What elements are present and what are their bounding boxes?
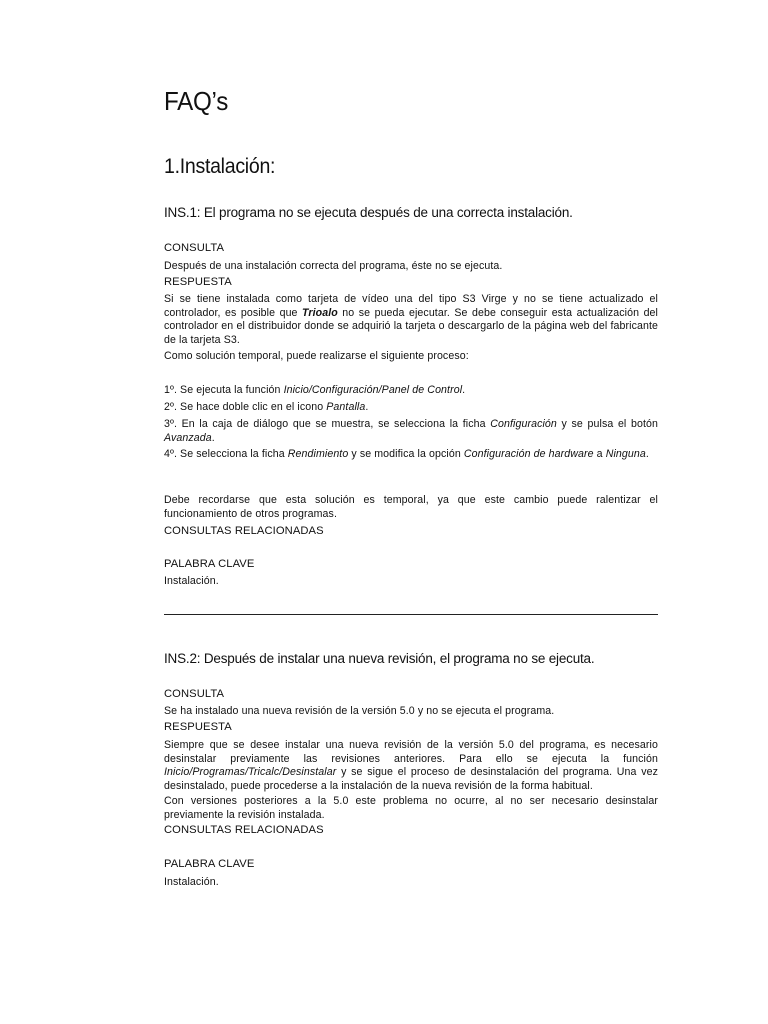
q2-respuesta-label: RESPUESTA: [164, 721, 232, 733]
question-1-title: INS.1: El programa no se ejecuta después de una correcta instalación.: [164, 205, 573, 221]
question-2-title: INS.2: Después de instalar una nueva revisión, el programa no se ejecuta.: [164, 651, 595, 667]
q2-respuesta-text: Siempre que se desee instalar una nueva revisión de la versión 5.0 del programa, es necesario desinstalar previamente las revisiones anteriores. Para ello se ejecuta la función Inicio/Programas/Tricalc/Desinstalar y se sigue el proceso de desinstalación del programa. Una vez desinstalado, puede procederse a la instalación de la nueva revisión de la forma habitual.: [164, 739, 658, 792]
section-divider: [164, 614, 658, 615]
q1-respuesta-label: RESPUESTA: [164, 276, 232, 288]
q1-step-1: 1º. Se ejecuta la función Inicio/Configuración/Panel de Control.: [164, 384, 466, 396]
q2-consulta-text: Se ha instalado una nueva revisión de la versión 5.0 y no se ejecuta el programa.: [164, 705, 555, 717]
page-title: FAQ’s: [164, 86, 229, 116]
q1-keyword-label: PALABRA CLAVE: [164, 558, 255, 570]
q1-consulta-label: CONSULTA: [164, 242, 225, 254]
q1-step-2: 2º. Se hace doble clic en el icono Pantalla.: [164, 401, 369, 413]
q2-keyword: Instalación.: [164, 876, 219, 888]
q1-step-3: 3º. En la caja de diálogo que se muestra, se selecciona la ficha Configuración y se pulsa el botón Avanzada.: [164, 418, 659, 444]
q2-consulta-label: CONSULTA: [164, 688, 225, 700]
q2-respuesta-extra: Con versiones posteriores a la 5.0 este problema no ocurre, al no ser necesario desinstalar previamente la revisión instalada.: [164, 795, 658, 821]
q1-respuesta-text: Si se tiene instalada como tarjeta de vídeo una del tipo S3 Virge y no se tiene actualizado el controlador, es posible que Trioalo no se pueda ejecutar. Se debe conseguir esta actualización del controlador en el distribuidor donde se adquirió la tarjeta o descargarlo de la página web del fabricante de la tarjeta S3.: [164, 293, 659, 346]
q1-note: Debe recordarse que esta solución es temporal, ya que este cambio puede ralentizar el funcionamiento de otros programas.: [164, 494, 658, 520]
section-title: 1.Instalación:: [164, 155, 276, 178]
uninstall-path: Inicio/Programas/Tricalc/Desinstalar: [164, 766, 337, 779]
q2-keyword-label: PALABRA CLAVE: [164, 858, 255, 870]
product-name: Trioalo: [302, 306, 338, 319]
q1-keyword: Instalación.: [164, 575, 219, 587]
q1-consulta-text: Después de una instalación correcta del programa, éste no se ejecuta.: [164, 260, 503, 272]
q1-step-4: 4º. Se selecciona la ficha Rendimiento y se modifica la opción Configuración de hardware a Ninguna.: [164, 448, 649, 460]
q1-related-label: CONSULTAS RELACIONADAS: [164, 525, 324, 537]
q1-temporal-text: Como solución temporal, puede realizarse el siguiente proceso:: [164, 350, 469, 362]
q2-related-label: CONSULTAS RELACIONADAS: [164, 824, 324, 836]
